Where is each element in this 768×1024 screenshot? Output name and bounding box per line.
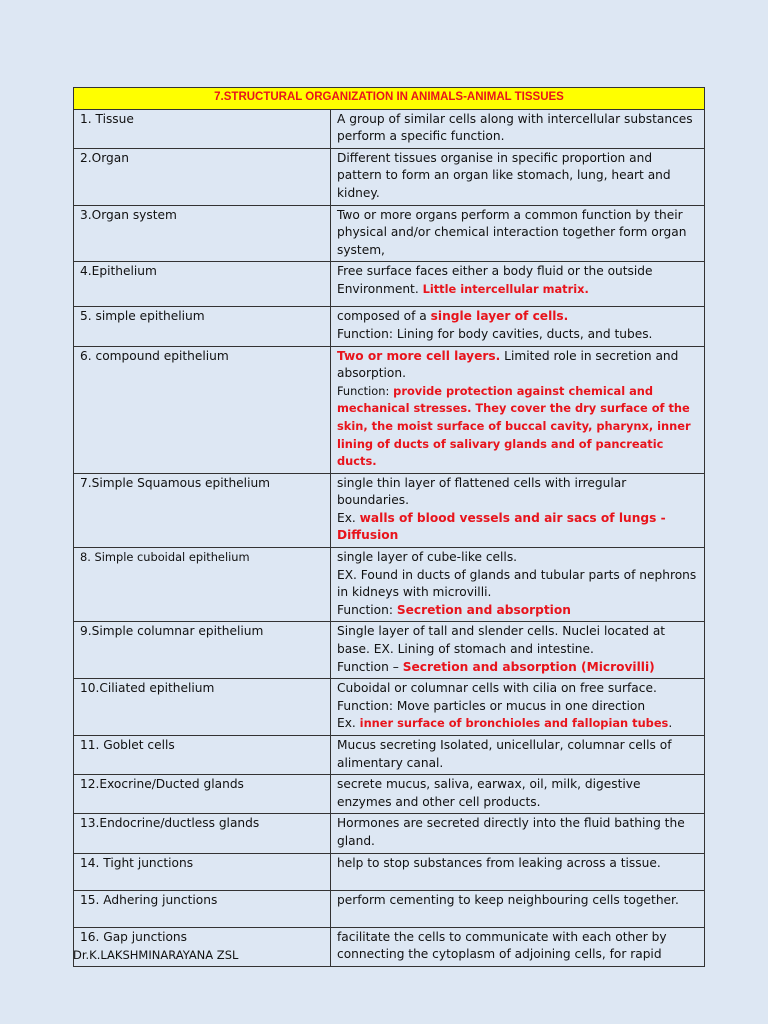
example-text: EX. Found in ducts of glands and tubular parts of nephrons in kidneys with microvilli. — [337, 567, 697, 600]
definition-cell: help to stop substances from leaking across a tissue. — [331, 853, 705, 890]
table-row — [74, 473, 705, 547]
term-cell: 6. compound epithelium — [74, 346, 331, 473]
definition-text: single thin layer of flattened cells with irregular boundaries. — [337, 475, 627, 508]
highlight-text: Secretion and absorption (Microvilli) — [402, 659, 655, 674]
definition-cell: Different tissues organise in specific proportion and pattern to form an organ like stomach, lung, heart and kidney. — [331, 148, 705, 205]
table-row — [74, 346, 705, 473]
table-row — [74, 307, 705, 346]
term-cell: 14. Tight junctions — [74, 853, 331, 890]
definition-cell — [331, 622, 705, 679]
definition-text: composed of a — [337, 309, 427, 324]
table-row — [74, 262, 705, 307]
table-title: 7.STRUCTURAL ORGANIZATION IN ANIMALS-ANIMAL TISSUES — [74, 88, 705, 110]
term-cell: 7.Simple Squamous epithelium — [74, 473, 331, 547]
table-row — [74, 775, 705, 814]
definition-text: Single layer of tall and slender cells. Nuclei located at base. EX. Lining of stomach and intestine. — [337, 624, 666, 657]
animal-tissues-table — [73, 87, 705, 967]
term-cell: 4.Epithelium — [74, 262, 331, 307]
definition-cell — [331, 346, 705, 473]
table-row — [74, 548, 705, 622]
definition-cell: Two or more organs perform a common function by their physical and/or chemical interaction together form organ system, — [331, 205, 705, 262]
term-cell: 16. Gap junctions — [74, 927, 331, 966]
function-highlight-text: provide protection against chemical and mechanical stresses. They cover the dry surface of the skin, the moist surface of buccal cavity, pharynx, inner lining of ducts of salivary glands and of pancreatic ducts. — [337, 383, 691, 469]
definition-cell: facilitate the cells to communicate with each other by connecting the cytoplasm of adjoining cells, for rapid — [331, 927, 705, 966]
definition-cell — [331, 679, 705, 736]
definition-cell: Hormones are secreted directly into the fluid bathing the gland. — [331, 814, 705, 853]
definition-text: Limited role in secretion and absorption. — [337, 348, 679, 381]
term-cell: 9.Simple columnar epithelium — [74, 622, 331, 679]
table-row — [74, 679, 705, 736]
document-page — [73, 87, 704, 967]
definition-cell: A group of similar cells along with intercellular substances perform a specific function. — [331, 109, 705, 148]
definition-cell — [331, 473, 705, 547]
table-row — [74, 622, 705, 679]
definition-cell: perform cementing to keep neighbouring cells together. — [331, 890, 705, 927]
table-title-row — [74, 88, 705, 110]
table-row — [74, 109, 705, 148]
example-label: Ex. — [337, 510, 356, 525]
term-cell: 12.Exocrine/Ducted glands — [74, 775, 331, 814]
definition-cell: Mucus secreting Isolated, unicellular, columnar cells of alimentary canal. — [331, 736, 705, 775]
table-row — [74, 205, 705, 262]
definition-cell — [331, 307, 705, 346]
term-cell: 3.Organ system — [74, 205, 331, 262]
trailing-text: . — [668, 716, 673, 731]
definition-text: single layer of cube-like cells. — [337, 550, 518, 565]
definition-text: Cuboidal or columnar cells with cilia on free surface. — [337, 681, 657, 696]
term-cell: 15. Adhering junctions — [74, 890, 331, 927]
term-cell: 8. Simple cuboidal epithelium — [74, 548, 331, 622]
function-text: Function: Lining for body cavities, ducts, and tubes. — [337, 326, 653, 341]
function-label: Function – — [337, 659, 399, 674]
definition-cell: secrete mucus, saliva, earwax, oil, milk, digestive enzymes and other cell products. — [331, 775, 705, 814]
definition-text: Free surface faces either a body fluid or the outside Environment. — [337, 264, 653, 296]
author-footer: Dr.K.LAKSHMINARAYANA ZSL — [73, 948, 239, 962]
table-row — [74, 814, 705, 853]
term-cell: 11. Goblet cells — [74, 736, 331, 775]
definition-cell — [331, 548, 705, 622]
table-row — [74, 736, 705, 775]
term-cell: 5. simple epithelium — [74, 307, 331, 346]
term-cell: 13.Endocrine/ductless glands — [74, 814, 331, 853]
highlight-text: inner surface of bronchioles and fallopian tubes — [359, 716, 669, 731]
highlight-text: Secretion and absorption — [396, 602, 571, 617]
table-row — [74, 853, 705, 890]
highlight-text: Little intercellular matrix. — [422, 281, 589, 296]
example-label: Ex. — [337, 716, 356, 731]
function-text: Function: Move particles or mucus in one direction — [337, 698, 646, 713]
term-cell: 10.Ciliated epithelium — [74, 679, 331, 736]
term-cell: 2.Organ — [74, 148, 331, 205]
highlight-text: Two or more cell layers. — [337, 348, 501, 363]
term-cell: 1. Tissue — [74, 109, 331, 148]
function-label: Function: — [337, 383, 390, 398]
table-row — [74, 148, 705, 205]
highlight-text: walls of blood vessels and air sacs of lungs - Diffusion — [337, 510, 666, 543]
highlight-text: single layer of cells. — [430, 309, 569, 324]
function-label: Function: — [337, 602, 393, 617]
definition-cell — [331, 262, 705, 307]
table-row — [74, 890, 705, 927]
